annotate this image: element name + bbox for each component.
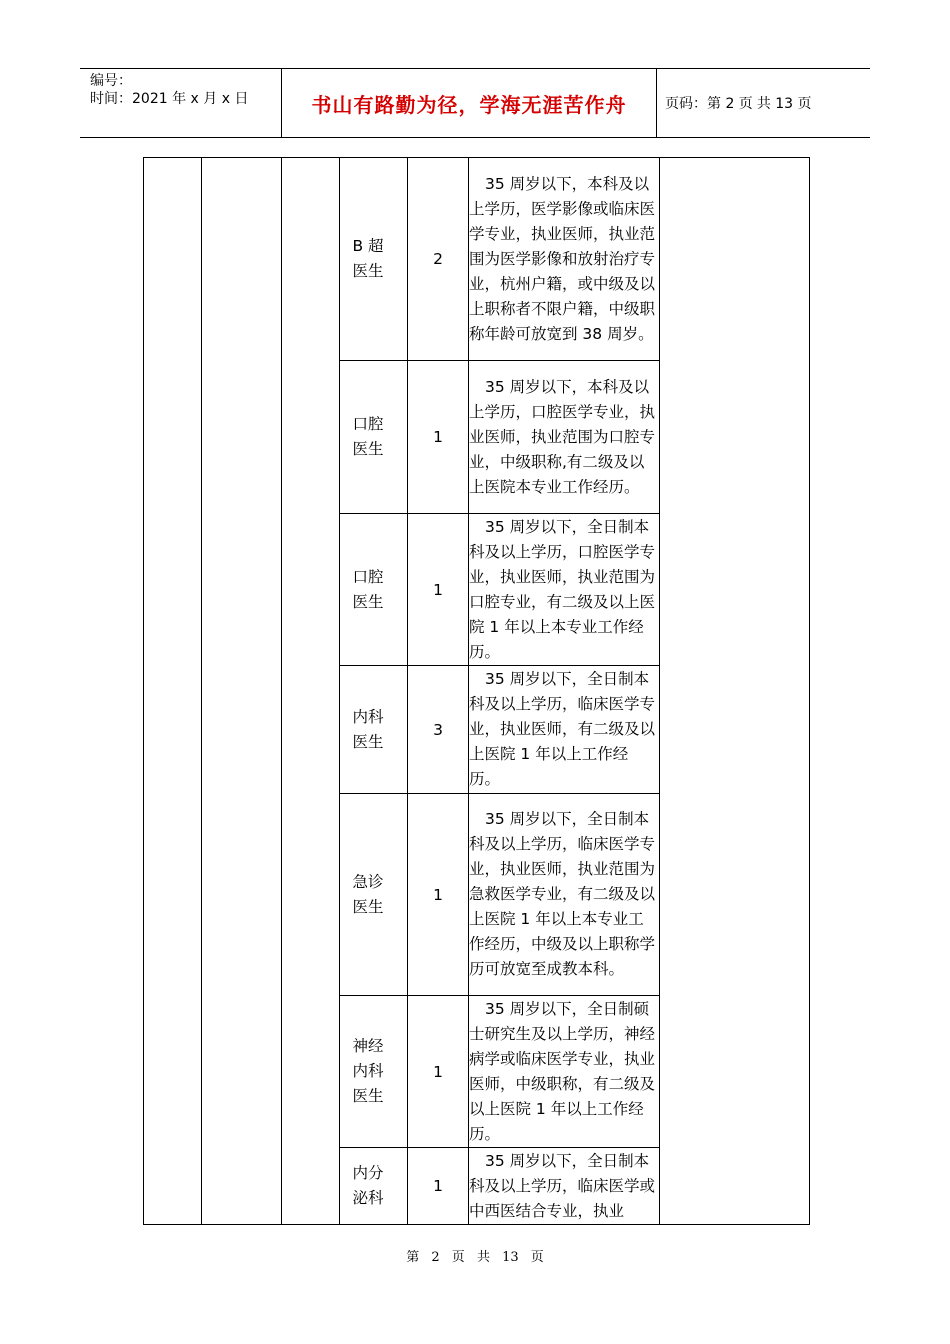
count-cell: 3 (408, 666, 469, 794)
header-total-label: 共 13 页 (756, 96, 812, 112)
requirement-cell: 35 周岁以下，全日制本科及以上学历，临床医学专业，执业医师，有二级及以上医院 1 年以上工作经历。 (469, 666, 660, 794)
footer-di: 第 (406, 1250, 420, 1265)
requirement-cell: 35 周岁以下，全日制硕士研究生及以上学历，神经病学或临床医学专业，执业医师，中级职称，有二级及以上医院 1 年以上工作经历。 (469, 996, 660, 1148)
footer-ye-2: 页 (530, 1250, 544, 1265)
count-cell: 1 (408, 996, 469, 1148)
post-cell: 神经内科医生 (340, 996, 408, 1148)
requirement-cell: 35 周岁以下，全日制本科及以上学历，口腔医学专业，执业医师，执业范围为口腔专业，有二级及以上医院 1 年以上本专业工作经历。 (469, 514, 660, 666)
count-cell: 2 (408, 158, 469, 361)
post-cell: 口腔医生 (340, 514, 408, 666)
empty-cell-unit (144, 158, 202, 1225)
page-header (80, 68, 870, 138)
footer-ye: 页 (451, 1250, 465, 1265)
post-cell: 口腔医生 (340, 361, 408, 514)
page-footer (0, 1246, 950, 1265)
post-cell: 急诊医生 (340, 794, 408, 996)
footer-page-number: 2 (431, 1250, 440, 1265)
post-cell: B 超医生 (340, 158, 408, 361)
footer-total-pages: 13 (502, 1250, 519, 1265)
header-page-label: 页码：第 2 页 (665, 96, 753, 112)
empty-cell-category (282, 158, 340, 1225)
count-cell: 1 (408, 794, 469, 996)
post-cell: 内分泌科 (340, 1148, 408, 1225)
document-number-label: 编号： (90, 73, 132, 89)
document-date-label: 时间：2021 年 x 月 x 日 (90, 91, 249, 107)
requirement-cell: 35 周岁以下，全日制本科及以上学历，临床医学或中西医结合专业，执业 (469, 1148, 660, 1225)
count-cell: 1 (408, 361, 469, 514)
requirement-cell: 35 周岁以下，本科及以上学历，口腔医学专业，执业医师，执业范围为口腔专业，中级职称,有二级及以上医院本专业工作经历。 (469, 361, 660, 514)
header-page-info (657, 69, 870, 137)
table-row (144, 158, 810, 361)
requirement-cell: 35 周岁以下，全日制本科及以上学历，临床医学专业，执业医师，执业范围为急救医学专业，有二级及以上医院 1 年以上本专业工作经历，中级及以上职称学历可放宽至成教本科。 (469, 794, 660, 996)
header-motto: 书山有路勤为径，学海无涯苦作舟 (281, 69, 657, 137)
footer-gong: 共 (476, 1250, 490, 1265)
count-cell: 1 (408, 514, 469, 666)
requirement-cell: 35 周岁以下，本科及以上学历，医学影像或临床医学专业，执业医师，执业范围为医学影像和放射治疗专业，杭州户籍，或中级及以上职称者不限户籍，中级职称年龄可放宽到 38 周岁。 (469, 158, 660, 361)
empty-cell-department (202, 158, 282, 1225)
count-cell: 1 (408, 1148, 469, 1225)
header-meta (80, 69, 281, 137)
post-cell: 内科医生 (340, 666, 408, 794)
empty-cell-notes (660, 158, 810, 1225)
recruitment-table (143, 157, 810, 1225)
